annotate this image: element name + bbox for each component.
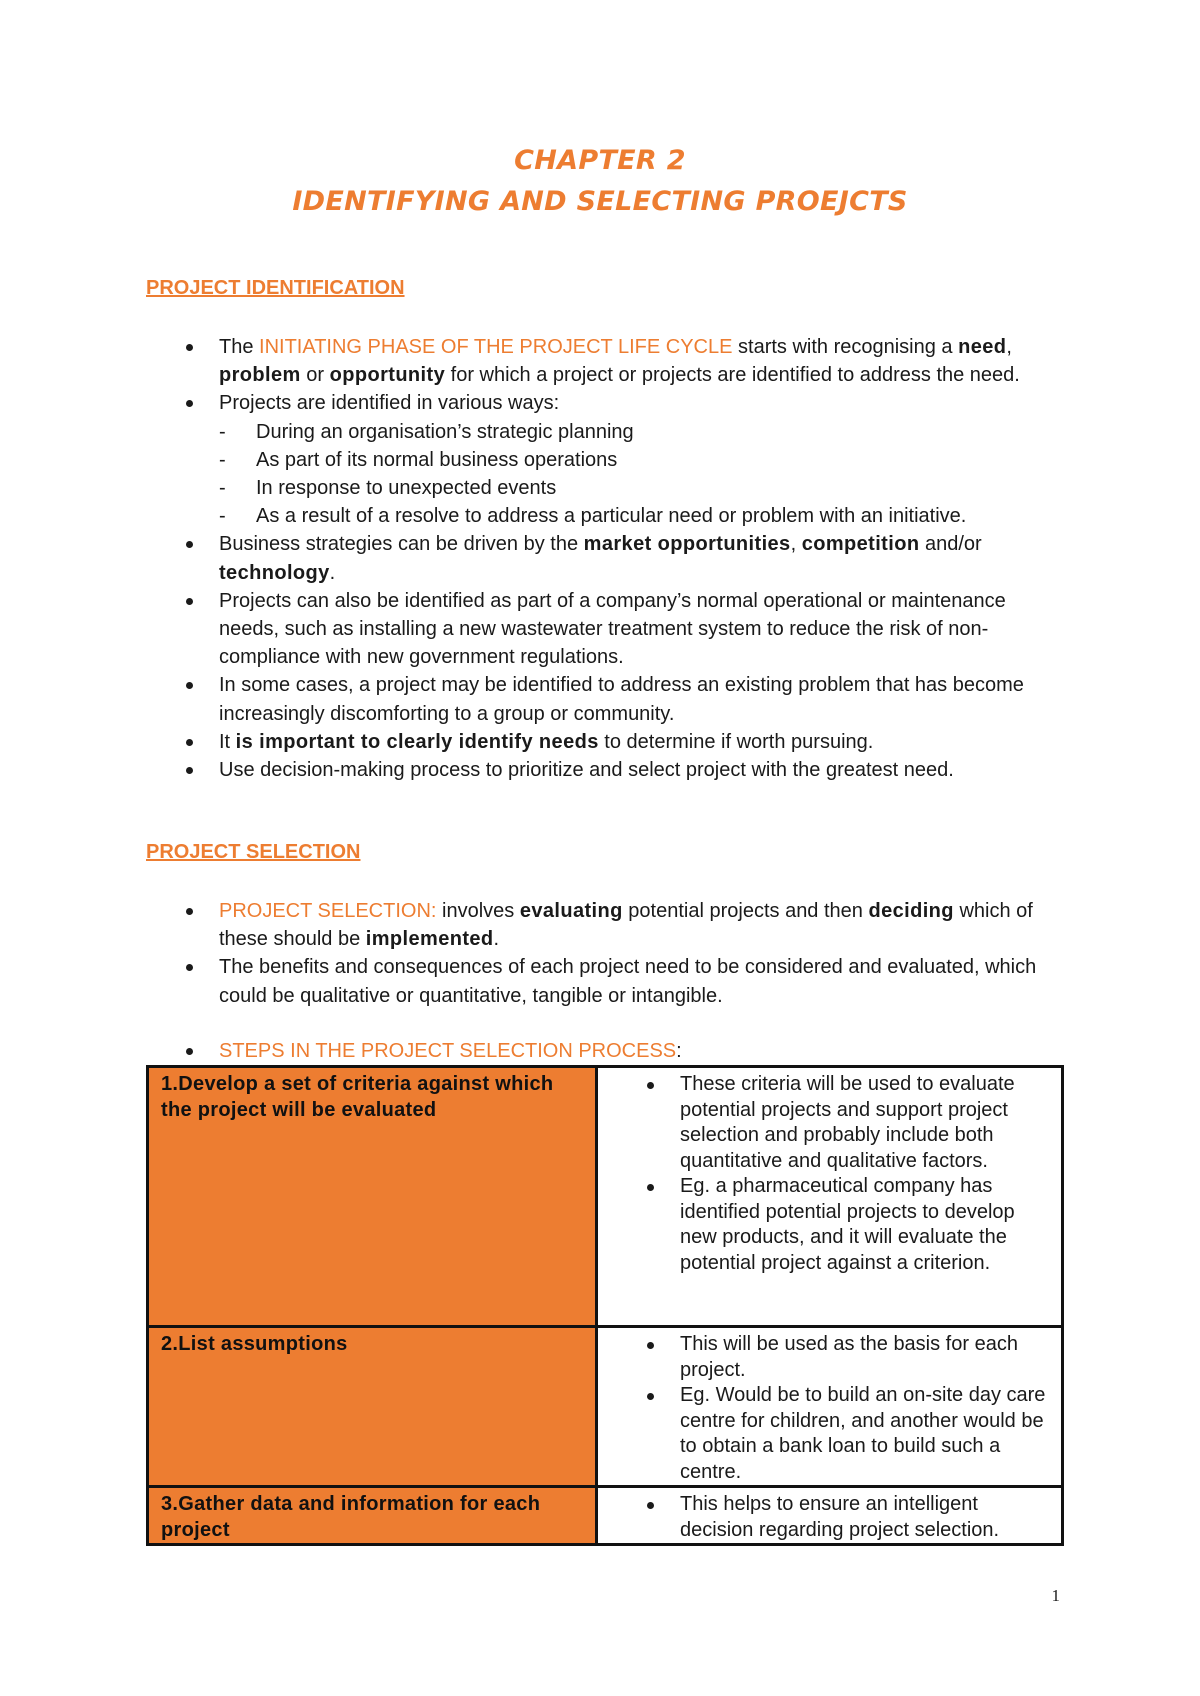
highlight-text: PROJECT SELECTION: [219, 900, 437, 922]
page-number: 1 [1051, 1586, 1060, 1605]
list-item: The benefits and consequences of each project need to be considered and evaluated, which could be qualitative or quantitative, tangible or intangible. [146, 953, 1066, 1009]
list-item: Eg. Would be to build an on-site day care centre for children, and another would be to obtain a bank loan to build such a centre. [598, 1383, 1053, 1485]
bullet-icon [186, 541, 193, 548]
bullet-icon [186, 767, 193, 774]
list-item: Use decision-making process to prioritize and select project with the greatest need. [146, 756, 1066, 784]
section-heading-identification: PROJECT IDENTIFICATION [146, 277, 405, 299]
bullet-icon [186, 682, 193, 689]
section-heading-selection: PROJECT SELECTION [146, 841, 361, 863]
list-item: Business strategies can be driven by the market opportunities, competition and/or technology. [146, 530, 1066, 586]
description-cell [597, 1327, 1063, 1487]
bullet-icon [186, 964, 193, 971]
table-row [148, 1327, 1063, 1487]
identification-bullet-list [146, 333, 1066, 784]
bullet-icon [186, 1048, 193, 1055]
bullet-icon [647, 1184, 654, 1191]
list-item: In some cases, a project may be identified to address an existing problem that has become increasingly discomforting to a group or community. [146, 671, 1066, 727]
chapter-name: IDENTIFYING AND SELECTING PROEJCTS [292, 186, 908, 217]
description-cell [597, 1487, 1063, 1545]
list-item: These criteria will be used to evaluate potential projects and support project selection and probably include both quantitative and qualitative factors. [598, 1072, 1053, 1174]
highlight-text: STEPS IN THE PROJECT SELECTION PROCESS [219, 1040, 677, 1062]
sub-list [219, 418, 1066, 531]
step-cell: 1.Develop a set of criteria against which the project will be evaluated [148, 1067, 597, 1327]
bullet-icon [647, 1082, 654, 1089]
step-cell: 2.List assumptions [148, 1327, 597, 1487]
list-item: Projects can also be identified as part of a company’s normal operational or maintenance needs, such as installing a new wastewater treatment system to reduce the risk of non-compliance with new government regulations. [146, 587, 1066, 672]
bullet-icon [186, 400, 193, 407]
steps-intro-list [146, 1037, 1066, 1065]
list-item: This helps to ensure an intelligent decision regarding project selection. [598, 1492, 1053, 1543]
chapter-number: CHAPTER 2 [514, 145, 686, 176]
list-item: Eg. a pharmaceutical company has identified potential projects to develop new products, and it will evaluate the potential project against a criterion. [598, 1174, 1053, 1276]
list-item: Projects are identified in various ways: - During an organisation’s strategic planning - As part of its normal business operations - In response to unexpected events - As a result of a resolve to address a particular need or problem with an initiative. [146, 389, 1066, 530]
table-row [148, 1487, 1063, 1545]
bullet-icon [186, 908, 193, 915]
bullet-icon [647, 1342, 654, 1349]
bullet-icon [647, 1393, 654, 1400]
sub-list-item: - In response to unexpected events [219, 477, 557, 500]
description-cell [597, 1067, 1063, 1327]
step-cell: 3.Gather data and information for each project [148, 1487, 597, 1545]
bullet-icon [186, 739, 193, 746]
list-item: This will be used as the basis for each project. [598, 1332, 1053, 1383]
sub-list-item: - During an organisation’s strategic planning [219, 420, 634, 443]
list-item: PROJECT SELECTION: involves evaluating potential projects and then deciding which of these should be implemented. [146, 897, 1066, 953]
list-item: It is important to clearly identify needs to determine if worth pursuing. [146, 728, 1066, 756]
sub-list-item: - As a result of a resolve to address a particular need or problem with an initiative. [219, 505, 967, 528]
bullet-icon [647, 1502, 654, 1509]
sub-list-item: - As part of its normal business operations [219, 448, 618, 471]
chapter-title [0, 140, 1200, 222]
table-row [148, 1067, 1063, 1327]
bullet-icon [186, 598, 193, 605]
bullet-icon [186, 344, 193, 351]
steps-table [146, 1065, 1064, 1546]
list-item: The INITIATING PHASE OF THE PROJECT LIFE CYCLE starts with recognising a need, problem or opportunity for which a project or projects are identified to address the need. [146, 333, 1066, 389]
selection-bullet-list [146, 897, 1066, 1010]
list-item: STEPS IN THE PROJECT SELECTION PROCESS: [146, 1037, 1066, 1065]
highlight-text: INITIATING PHASE OF THE PROJECT LIFE CYCLE [259, 336, 733, 358]
